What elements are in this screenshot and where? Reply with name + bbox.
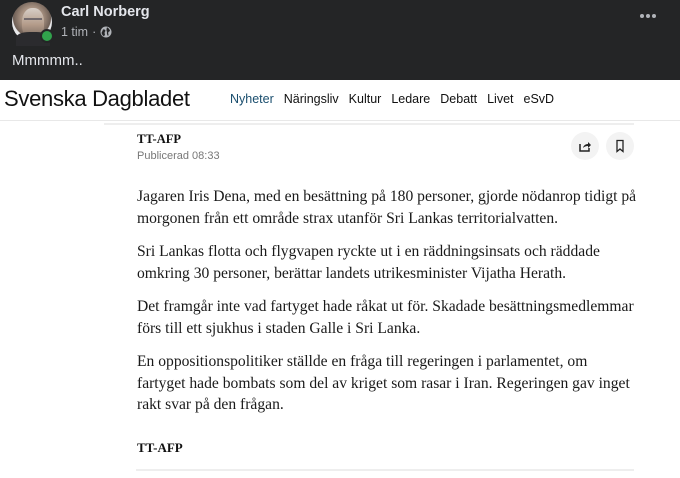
dot-icon	[646, 14, 650, 18]
article-body	[137, 186, 637, 428]
published-time: Publicerad 08:33	[137, 150, 220, 162]
nav-item-naringsliv[interactable]: Näringsliv	[283, 92, 339, 106]
facebook-post-header	[0, 0, 680, 80]
article-byline: TT-AFP	[137, 132, 181, 146]
site-header	[0, 80, 680, 121]
dot-icon	[640, 14, 644, 18]
meta-separator: ·	[92, 25, 97, 39]
nav-item-ledare[interactable]: Ledare	[391, 92, 431, 106]
share-icon	[578, 139, 592, 153]
online-status-icon	[40, 29, 54, 43]
nav-item-esvd[interactable]: eSvD	[523, 92, 555, 106]
article-paragraph: Jagaren Iris Dena, med en besättning på 180 personer, gjorde nödanrop tidigt på morgonen från ett område strax utanför Sri Lankas territorialvatten.	[137, 188, 637, 227]
avatar[interactable]	[12, 2, 52, 42]
post-meta	[61, 25, 112, 39]
shared-article-screenshot[interactable]	[0, 80, 680, 478]
nav-item-livet[interactable]: Livet	[487, 92, 514, 106]
post-text: Mmmmm..	[12, 52, 83, 69]
article-paragraph: Det framgår inte vad fartyget hade råkat ut för. Skadade besättningsmedlemmar förs till ett sjukhus i staden Galle i Sri Lanka.	[137, 298, 634, 337]
article-byline-bottom: TT-AFP	[137, 440, 183, 455]
dot-icon	[652, 14, 656, 18]
bookmark-icon	[615, 139, 625, 153]
nav-item-debatt[interactable]: Debatt	[440, 92, 478, 106]
article-paragraph: Sri Lankas flotta och flygvapen ryckte ut i en räddningsinsats och räddade omkring 30 personer, berättar landets utrikesminister Vijatha Herath.	[137, 243, 600, 282]
post-time[interactable]: 1 tim	[61, 25, 89, 39]
site-logo[interactable]: Svenska Dagbladet	[4, 86, 190, 111]
bookmark-button[interactable]	[606, 132, 634, 160]
divider	[136, 469, 634, 471]
more-options-button[interactable]	[640, 14, 656, 18]
site-nav	[230, 92, 564, 106]
nav-item-nyheter[interactable]: Nyheter	[230, 92, 274, 106]
share-button[interactable]	[571, 132, 599, 160]
globe-icon[interactable]	[100, 26, 112, 38]
article-paragraph: En oppositionspolitiker ställde en fråga till regeringen i parlamentet, om fartyget hade bombats som del av kriget som rasar i Iran. Regeringen gav inget rakt svar på den frågan.	[137, 353, 630, 413]
author-name[interactable]: Carl Norberg	[61, 4, 150, 20]
nav-item-kultur[interactable]: Kultur	[348, 92, 382, 106]
divider	[104, 123, 634, 125]
